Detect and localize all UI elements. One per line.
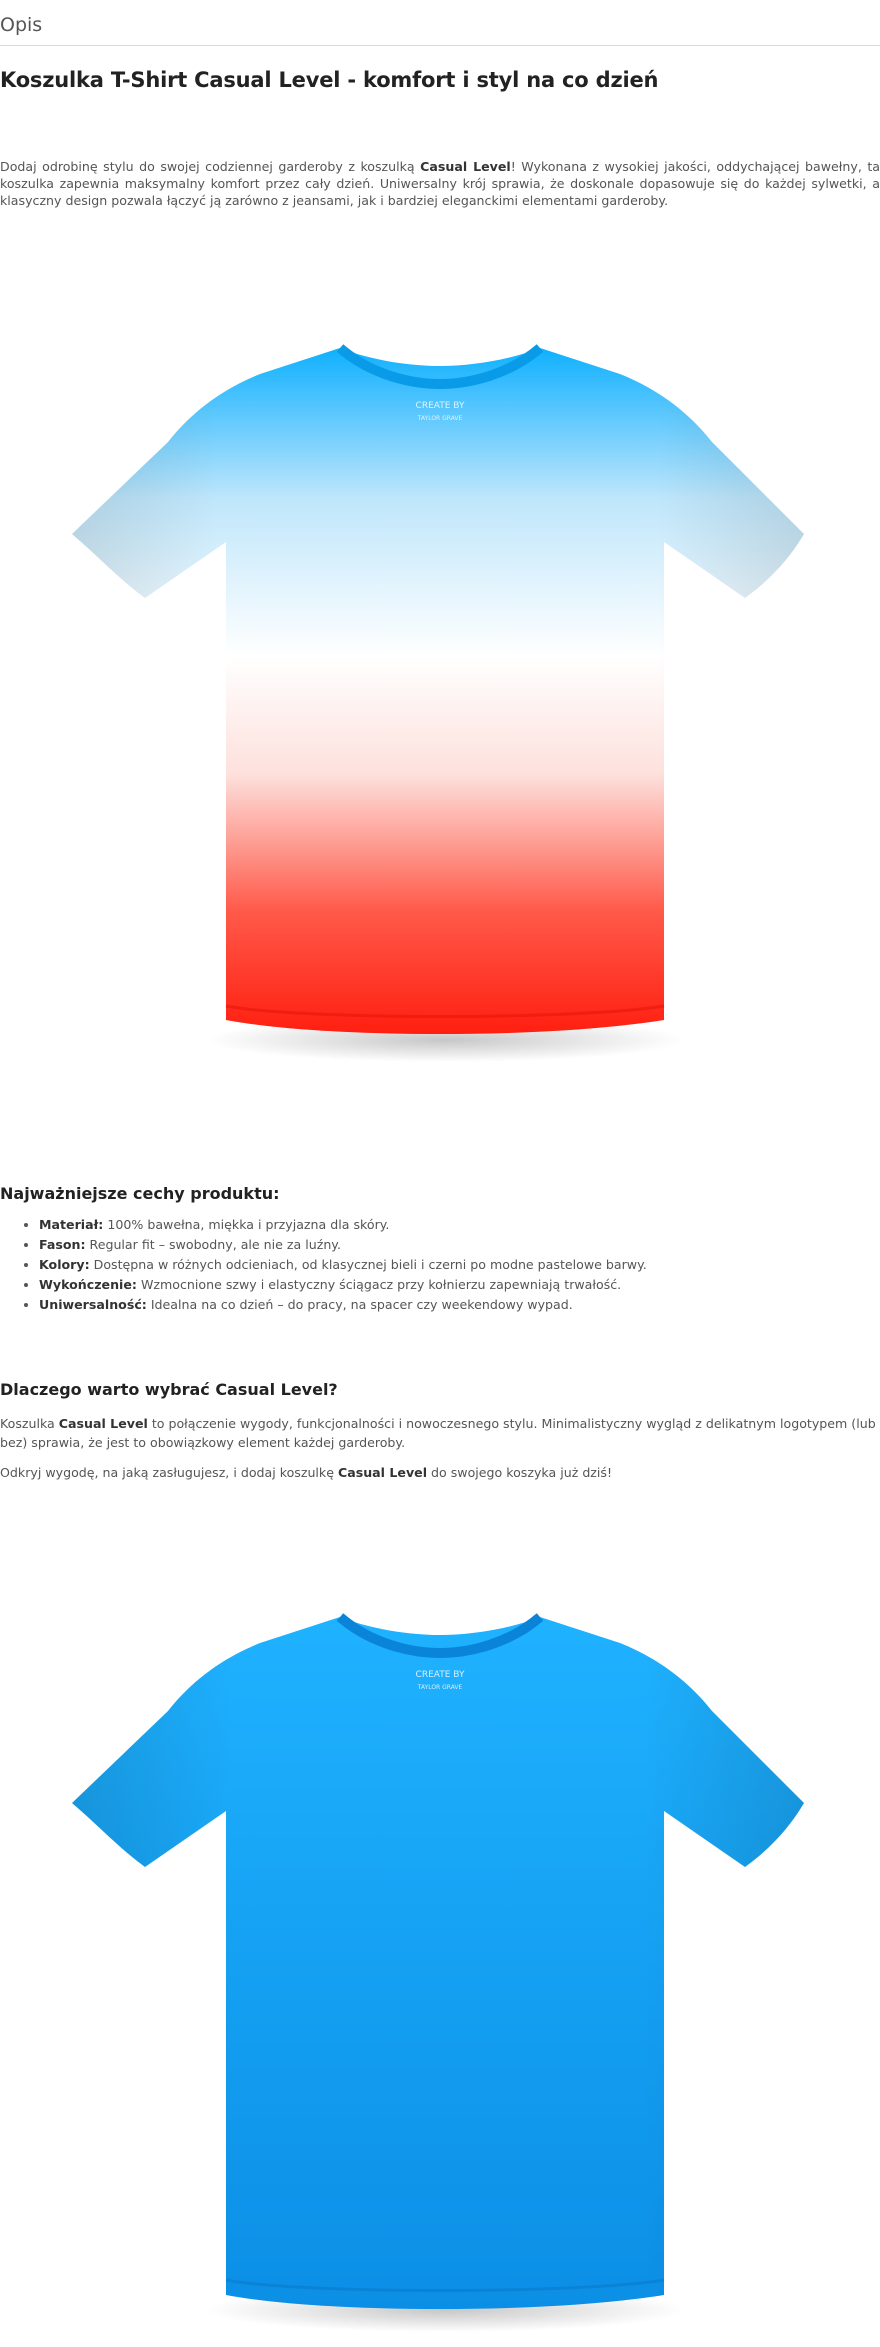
feature-text: Idealna na co dzień – do pracy, na spacer czy weekendowy wypad. <box>146 1297 573 1312</box>
feature-label: Kolory: <box>39 1257 90 1272</box>
why-p1-after: to połączenie wygody, funkcjonalności i nowoczesnego stylu. Minimalistyczny wygląd z delikatnym logotypem (lub bez) sprawia, że jest to obowiązkowy element każdej garderoby. <box>0 1416 876 1450</box>
shirt2-logo-line2: TAYLOR GRAVE <box>417 1684 463 1691</box>
feature-item-finish <box>39 1275 879 1295</box>
why-paragraph-1 <box>0 1414 880 1452</box>
why-p1-before: Koszulka <box>0 1416 59 1431</box>
feature-text: 100% bawełna, miękka i przyjazna dla skóry. <box>103 1217 390 1232</box>
description-tab-header <box>0 0 880 46</box>
shirt1-logo-line2: TAYLOR GRAVE <box>417 415 463 422</box>
why-p2-before: Odkryj wygodę, na jaką zasługujesz, i dodaj koszulkę <box>0 1465 338 1480</box>
product-image-blue-shirt <box>0 1590 880 2347</box>
feature-label: Wykończenie: <box>39 1277 137 1292</box>
intro-brand: Casual Level <box>420 159 511 174</box>
feature-item-material <box>39 1215 879 1235</box>
feature-label: Uniwersalność: <box>39 1297 147 1312</box>
why-p1-brand: Casual Level <box>58 1416 148 1431</box>
why-p2-after: do swojego koszyka już dziś! <box>427 1465 613 1480</box>
feature-label: Materiał: <box>39 1217 104 1232</box>
intro-paragraph <box>0 158 880 209</box>
tshirt-gradient-illustration <box>0 330 880 1100</box>
shirt2-logo-line1: CREATE BY <box>415 1670 465 1680</box>
feature-text: Regular fit – swobodny, ale nie za luźny. <box>85 1237 341 1252</box>
feature-text: Dostępna w różnych odcieniach, od klasycznej bieli i czerni po modne pastelowe barwy. <box>89 1257 647 1272</box>
shirt1-logo-line1: CREATE BY <box>415 401 465 411</box>
tshirt-blue-illustration <box>0 1590 880 2347</box>
features-list <box>0 1215 879 1315</box>
feature-label: Fason: <box>39 1237 86 1252</box>
features-heading: Najważniejsze cechy produktu: <box>0 1184 280 1203</box>
intro-text-after: ! Wykonana z wysokiej jakości, oddychającej bawełny, ta koszulka zapewnia maksymalny komfort przez cały dzień. Uniwersalny krój sprawia, że doskonale dopasowuje się do każdej sylwetki, a klasyczny design pozwala łączyć ją zarówno z jeansami, jak i bardziej eleganckimi elementami garderoby. <box>0 159 880 208</box>
intro-text-before: Dodaj odrobinę stylu do swojej codziennej garderoby z koszulką <box>0 159 421 174</box>
why-paragraph-2 <box>0 1463 880 1482</box>
tab-description[interactable]: Opis <box>0 14 43 36</box>
product-image-gradient-shirt <box>0 330 880 1100</box>
feature-item-versatility <box>39 1295 879 1315</box>
feature-text: Wzmocnione szwy i elastyczny ściągacz przy kołnierzu zapewniają trwałość. <box>136 1277 622 1292</box>
why-heading: Dlaczego warto wybrać Casual Level? <box>0 1380 338 1399</box>
why-p2-brand: Casual Level <box>337 1465 428 1480</box>
product-title: Koszulka T-Shirt Casual Level - komfort i styl na co dzień <box>0 68 659 92</box>
feature-item-fit <box>39 1235 879 1255</box>
feature-item-colors <box>39 1255 879 1275</box>
